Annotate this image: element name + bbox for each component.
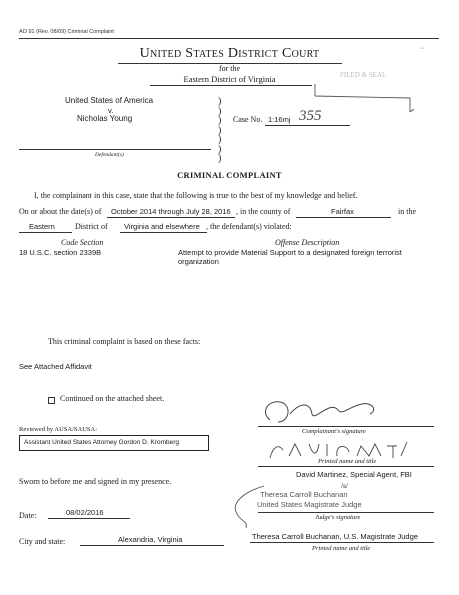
complainant-sig-label: Complainant's signature: [302, 428, 366, 435]
for-the: for the: [218, 64, 241, 73]
county-value: Fairfax: [331, 207, 354, 216]
offense-label: Offense Description: [275, 238, 340, 247]
corner-mark: ~: [420, 44, 425, 53]
county-label: , in the county of: [236, 207, 291, 216]
city-value: Alexandria, Virginia: [118, 535, 183, 544]
county-rule: [296, 217, 391, 218]
sworn-statement: Sworn to before me and signed in my presence.: [19, 477, 172, 486]
printed-name-label: Printed name and title: [318, 458, 377, 465]
case-no-handwritten: 355: [299, 108, 322, 124]
on-or-about-label: On or about the date(s) of: [19, 207, 102, 216]
city-rule: [80, 545, 224, 546]
district-dir: Eastern: [29, 222, 55, 231]
plaintiff-name: United States of America: [65, 96, 154, 105]
facts-value: See Attached Affidavit: [19, 362, 92, 371]
complainant-name-rule: [258, 466, 434, 467]
state-value: Virginia and elsewhere: [124, 222, 200, 231]
state-rule: [120, 232, 207, 233]
complainant-name: David Martinez, Special Agent, FBI: [296, 470, 412, 479]
facts-intro: This criminal complaint is based on these facts:: [48, 337, 201, 346]
case-no-label: Case No.: [233, 115, 263, 124]
continued-label: Continued on the attached sheet.: [60, 394, 165, 403]
date-rule: [48, 518, 130, 519]
district-of-label: District of: [75, 222, 108, 231]
judge-name: Theresa Carroll Buchanan, U.S. Magistrate Judge: [252, 532, 418, 541]
code-section-value: 18 U.S.C. section 2339B: [19, 248, 102, 257]
district-rule: [150, 85, 312, 86]
defendant-label: Defendant(s): [95, 152, 124, 158]
svg-text:FILED & SEAL: FILED & SEAL: [340, 71, 387, 79]
continued-checkbox[interactable]: [48, 397, 55, 404]
filed-stamp-mark: [310, 60, 430, 125]
in-the-label: in the: [398, 207, 416, 216]
judge-printed-label: Printed name and title: [312, 545, 371, 552]
judge-name-rule: [250, 542, 434, 543]
district-dir-rule: [19, 232, 72, 233]
complaint-intro: I, the complainant in this case, state that the following is true to the best of my knowledge and belief.: [34, 191, 358, 200]
complaint-heading: CRIMINAL COMPLAINT: [177, 170, 282, 180]
review-value: Assistant United States Attorney Gordon D. Kromberg: [24, 439, 179, 446]
violated-label: , the defendant(s) violated:: [206, 222, 292, 231]
review-label: Reviewed by AUSA/SAUSA:: [19, 426, 98, 433]
form-id: AO 91 (Rev. 08/09) Criminal Complaint: [19, 29, 114, 35]
district-name: Eastern District of Virginia: [183, 74, 276, 84]
city-label: City and state:: [19, 537, 66, 546]
code-section-label: Code Section: [61, 238, 104, 247]
case-no-rule: [265, 125, 350, 126]
judge-sig-label: Judge's signature: [315, 514, 361, 521]
offense-line-1: Attempt to provide Material Support to a designated foreign terrorist: [178, 248, 402, 257]
case-no-value: 1:16mj: [268, 115, 291, 124]
slash-s: /s/: [341, 481, 349, 490]
offense-dates: October 2014 through July 28, 2016: [111, 207, 231, 216]
review-box: [19, 435, 209, 451]
judge-stamp-line-2: United States Magistrate Judge: [257, 500, 362, 509]
dates-rule: [107, 217, 235, 218]
date-value: 08/02/2016: [66, 508, 104, 517]
complainant-sig-rule: [258, 426, 434, 427]
caption-parens: ) ) ) ) ) ) ): [218, 96, 222, 164]
versus: v.: [108, 106, 114, 115]
date-label: Date:: [19, 511, 37, 520]
defendant-rule: [19, 149, 211, 150]
judge-stamp-line-1: Theresa Carroll Buchanan: [260, 490, 348, 499]
offense-line-2: organization: [178, 257, 219, 266]
court-title-text: United States District Court: [139, 46, 320, 61]
judge-sig-rule: [258, 512, 434, 513]
header-rule: [19, 38, 439, 39]
defendant-name: Nicholas Young: [77, 114, 133, 123]
